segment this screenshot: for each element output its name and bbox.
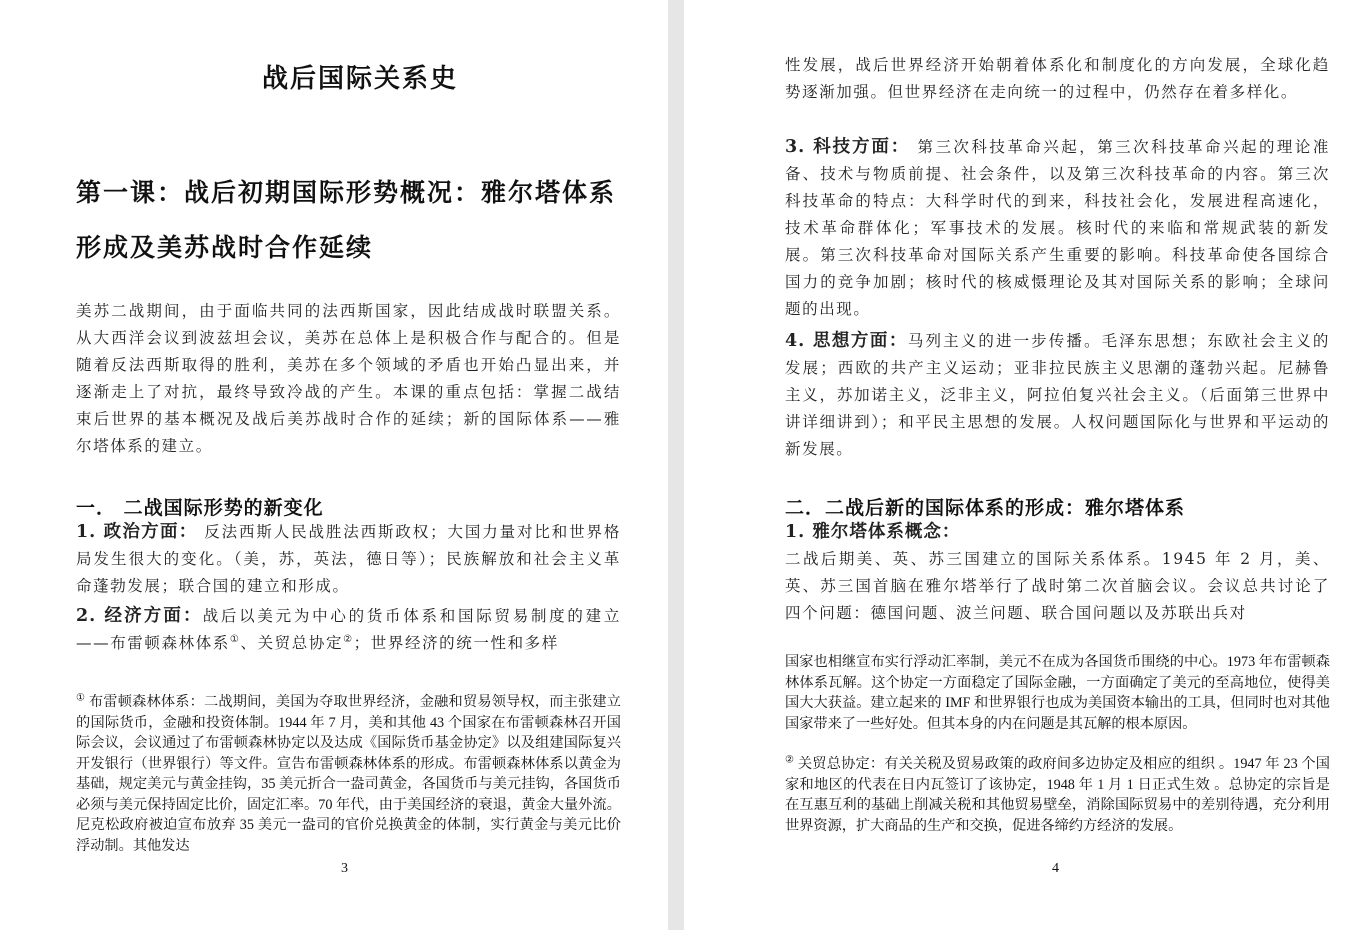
item-economy-text-c: ；世界经济的统一性和多样 <box>353 634 559 652</box>
footnote-ref-1[interactable]: ① <box>229 633 241 645</box>
item-economy-label: 2. 经济方面： <box>76 606 203 626</box>
document-page-4 <box>684 0 1364 930</box>
item-politics-text: 反法西斯人民战胜法西斯政权；大国力量对比和世界格局发生很大的变化。（美，苏，英法，德日等）；民族解放和社会主义革命蓬勃发展；联合国的建立和形成。 <box>76 523 621 595</box>
footnote-1-text: 布雷顿森林体系：二战期间，美国为夺取世界经济，金融和贸易领导权，而主张建立的国际货币，金融和投资体制。1944 年 7 月，美和其他 43 个国家在布雷顿森林召开国际会议，会议通过了布雷顿森林协定以及达成《国际货币基金协定》以及组建国际复兴开发银行（世界银行）等文件。宣告布雷顿森林体系的形成。布雷顿森林体系以黄金为基础，规定美元与黄金挂钩，35 美元折合一盎司黄金，各国货币与美元挂钩，各国货币必须与美元保持固定比价，固定汇率。70 年代，由于美国经济的衰退，黄金大量外流。尼克松政府被迫宣布放弃 35 美元一盎司的官价兑换黄金的体制，实行黄金与美元比价浮动制。其他发达 <box>76 694 621 854</box>
footnote-2 <box>785 754 1330 836</box>
yalta-concept <box>785 519 1330 627</box>
section-heading-2: 二．二战后新的国际体系的形成：雅尔塔体系 <box>785 497 1186 519</box>
yalta-concept-label: 1. 雅尔塔体系概念： <box>785 522 961 542</box>
item-ideology <box>785 328 1330 463</box>
document-title: 战后国际关系史 <box>261 64 458 94</box>
economy-continued-paragraph: 性发展，战后世界经济开始朝着体系化和制度化的方向发展，全球化趋势逐渐加强。但世界经济在走向统一的过程中，仍然存在着多样化。 <box>785 56 1330 101</box>
section-heading-1: 一． 二战国际形势的新变化 <box>76 497 324 519</box>
item-economy-text-b: 、关贸总协定 <box>240 634 344 652</box>
item-ideology-text: 马列主义的进一步传播。毛泽东思想；东欧社会主义的发展；西欧的共产主义运动；亚非拉民族主义思潮的蓬勃兴起。尼赫鲁主义，苏加诺主义，泛非主义，阿拉伯复兴社会主义。（后面第三世界中讲详细讲到）；和平民主思想的发展。人权问题国际化与世界和平运动的新发展。 <box>785 332 1330 458</box>
page-number-3: 3 <box>341 861 348 876</box>
lesson-intro-paragraph: 美苏二战期间，由于面临共同的法西斯国家，因此结成战时联盟关系。从大西洋会议到波兹坦会议，美苏在总体上是积极合作与配合的。但是随着反法西斯取得的胜利，美苏在多个领域的矛盾也开始凸显出来，并逐渐走上了对抗，最终导致冷战的产生。本课的重点包括：掌握二战结束后世界的基本概况及战后美苏战时合作的延续；新的国际体系——雅尔塔体系的建立。 <box>76 302 621 455</box>
item-ideology-label: 4. 思想方面： <box>785 331 908 351</box>
item-technology-text: 第三次科技革命兴起，第三次科技革命兴起的理论准备、技术与物质前提、社会条件，以及第三次科技革命的内容。第三次科技革命的特点：大科学时代的到来，科技社会化，发展进程高速化，技术革命群体化；军事技术的发展。核时代的来临和常规武装的新发展。第三次科技革命对国际关系产生重要的影响。科技革命使各国综合国力的竞争加剧；核时代的核威慑理论及其对国际关系的影响；全球问题的出现。 <box>785 138 1330 318</box>
footnote-ref-2[interactable]: ② <box>343 633 354 645</box>
footnote-1-continued: 国家也相继宣布实行浮动汇率制，美元不在成为各国货币围绕的中心。1973 年布雷顿森林体系瓦解。这个协定一方面稳定了国际金融，一方面确定了美元的至高地位，使得美国大大获益。建立起来的 IMF 和世界银行也成为美国资本输出的工具，但同时也对其他国家带来了一些好处。但其本身的内在问题是其瓦解的根本原因。 <box>785 654 1330 732</box>
document-page-3 <box>0 0 668 930</box>
footnote-2-text: 关贸总协定：有关关税及贸易政策的政府间多边协定及相应的组织 。1947 年 23 个国家和地区的代表在日内瓦签订了该协定，1948 年 1 月 1 日正式生效 。总协定的宗旨是在互惠互利的基础上削减关税和其他贸易壁垒，消除国际贸易中的差别待遇，充分利用世界资源，扩大商品的生产和交换，促进各缔约方经济的发展。 <box>785 756 1330 834</box>
item-politics-label: 1. 政治方面： <box>76 522 198 542</box>
footnote-2-mark: ② <box>785 754 795 766</box>
item-technology-label: 3. 科技方面： <box>785 137 911 157</box>
page-number-4: 4 <box>1052 861 1059 876</box>
item-technology <box>785 134 1330 323</box>
item-economy-text-a: 战后以美元为中心的货币体系和国际贸易制度的建立——布雷顿森林体系 <box>76 607 621 652</box>
item-economy <box>76 603 621 657</box>
item-politics <box>76 519 621 600</box>
yalta-concept-text: 二战后期美、英、苏三国建立的国际关系体系。1945 年 2 月，美、英、苏三国首脑在雅尔塔举行了战时第二次首脑会议。会议总共讨论了四个问题：德国问题、波兰问题、联合国问题以及苏联出兵对 <box>785 550 1330 622</box>
footnote-1-mark: ① <box>76 692 86 704</box>
footnote-1 <box>76 692 621 856</box>
lesson-title: 第一课：战后初期国际形势概况：雅尔塔体系形成及美苏战时合作延续 <box>76 178 617 262</box>
